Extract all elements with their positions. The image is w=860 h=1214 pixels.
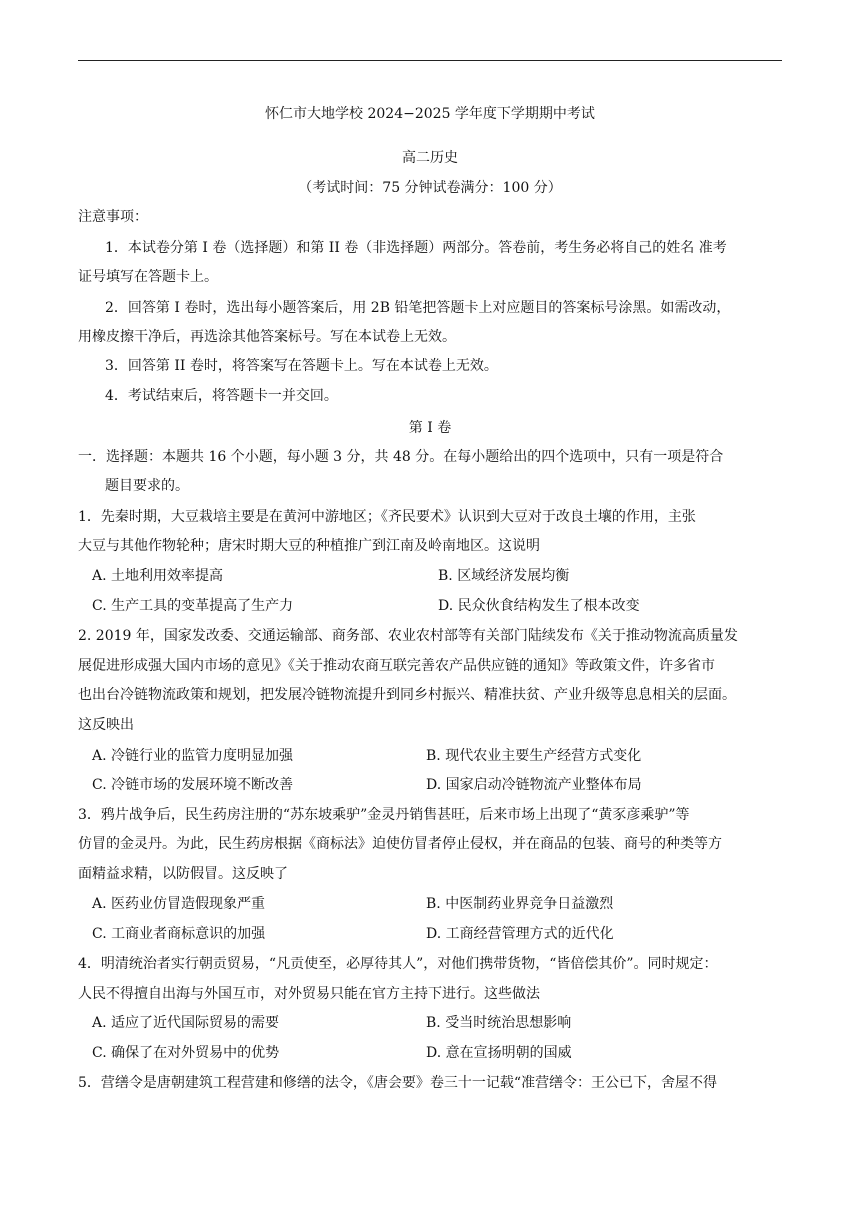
note-line: 证号填写在答题卡上。 <box>78 269 218 285</box>
option-a: A. 土地利用效率提高 <box>92 568 224 584</box>
exam-info: （考试时间：75 分钟试卷满分：100 分） <box>298 180 562 196</box>
note-line: 用橡皮擦干净后，再选涂其他答案标号。写在本试卷上无效。 <box>78 329 456 345</box>
note-line: 2．回答第 I 卷时，选出每小题答案后，用 2B 铅笔把答题卡上对应题目的答案标号涂黑。如需改动， <box>105 300 731 316</box>
question-stem: 这反映出 <box>78 717 134 733</box>
part-one-instructions: 题目要求的。 <box>105 478 189 494</box>
question-stem: 5．营缮令是唐朝建筑工程营建和修缮的法令，《唐会要》卷三十一记载“准营缮令：王公已下，舍屋不得 <box>78 1075 718 1091</box>
note-line: 4．考试结束后，将答题卡一并交回。 <box>105 388 338 404</box>
subject-title: 高二历史 <box>402 150 458 166</box>
question-stem: 也出台冷链物流政策和规划，把发展冷链物流提升到同乡村振兴、精准扶贫、产业升级等息息相关的层面。 <box>78 687 736 703</box>
question-stem: 3．鸦片战争后，民生药房注册的“苏东坡乘驴”金灵丹销售甚旺，后来市场上出现了“黄豕彦乘驴”等 <box>78 807 690 823</box>
question-stem: 展促进形成强大国内市场的意见》《关于推动农商互联完善农产品供应链的通知》等政策文件，许多省市 <box>78 658 715 674</box>
option-d: D. 国家启动冷链物流产业整体布局 <box>426 777 642 793</box>
option-a: A. 医药业仿冒造假现象严重 <box>92 896 266 912</box>
option-d: D. 意在宣扬明朝的国威 <box>426 1045 572 1061</box>
part-one-instructions: 一．选择题：本题共 16 个小题，每小题 3 分，共 48 分。在每小题给出的四个选项中，只有一项是符合 <box>78 449 724 465</box>
question-stem: 大豆与其他作物轮种；唐宋时期大豆的种植推广到江南及岭南地区。这说明 <box>78 538 540 554</box>
option-b: B. 中医制药业界竞争日益激烈 <box>426 896 614 912</box>
top-rule <box>78 60 782 61</box>
note-line: 1．本试卷分第 I 卷（选择题）和第 II 卷（非选择题）两部分。答卷前，考生务必将自己的姓名 准考 <box>105 240 727 256</box>
option-d: D. 工商经营管理方式的近代化 <box>426 926 614 942</box>
option-b: B. 受当时统治思想影响 <box>426 1015 572 1031</box>
question-stem: 人民不得擅自出海与外国互市，对外贸易只能在官方主持下进行。这些做法 <box>78 986 540 1002</box>
question-stem: 仿冒的金灵丹。为此，民生药房根据《商标法》迫使仿冒者停止侵权，并在商品的包装、商号的种类等方 <box>78 836 722 852</box>
question-stem: 2. 2019 年，国家发改委、交通运输部、商务部、农业农村部等有关部门陆续发布《关于推动物流高质量发 <box>78 628 738 644</box>
option-c: C. 工商业者商标意识的加强 <box>92 926 266 942</box>
option-b: B. 现代农业主要生产经营方式变化 <box>426 748 642 764</box>
option-b: B. 区域经济发展均衡 <box>438 568 570 584</box>
option-a: A. 冷链行业的监管力度明显加强 <box>92 748 294 764</box>
option-c: C. 冷链市场的发展环境不断改善 <box>92 777 294 793</box>
option-d: D. 民众伙食结构发生了根本改变 <box>438 598 640 614</box>
question-stem: 1．先秦时期，大豆栽培主要是在黄河中游地区；《齐民要术》认识到大豆对于改良土壤的作用，主张 <box>78 509 696 525</box>
question-stem: 4．明清统治者实行朝贡贸易，“凡贡使至，必厚待其人”，对他们携带货物，“皆倍偿其价”。同时规定： <box>78 956 718 972</box>
option-a: A. 适应了近代国际贸易的需要 <box>92 1015 280 1031</box>
exam-title: 怀仁市大地学校 2024−2025 学年度下学期期中考试 <box>265 106 595 122</box>
note-line: 3．回答第 II 卷时，将答案写在答题卡上。写在本试卷上无效。 <box>105 358 498 374</box>
section-title: 第 I 卷 <box>408 420 452 436</box>
option-c: C. 生产工具的变革提高了生产力 <box>92 598 294 614</box>
question-stem: 面精益求精，以防假冒。这反映了 <box>78 866 288 882</box>
notes-heading: 注意事项： <box>78 209 148 225</box>
option-c: C. 确保了在对外贸易中的优势 <box>92 1045 280 1061</box>
